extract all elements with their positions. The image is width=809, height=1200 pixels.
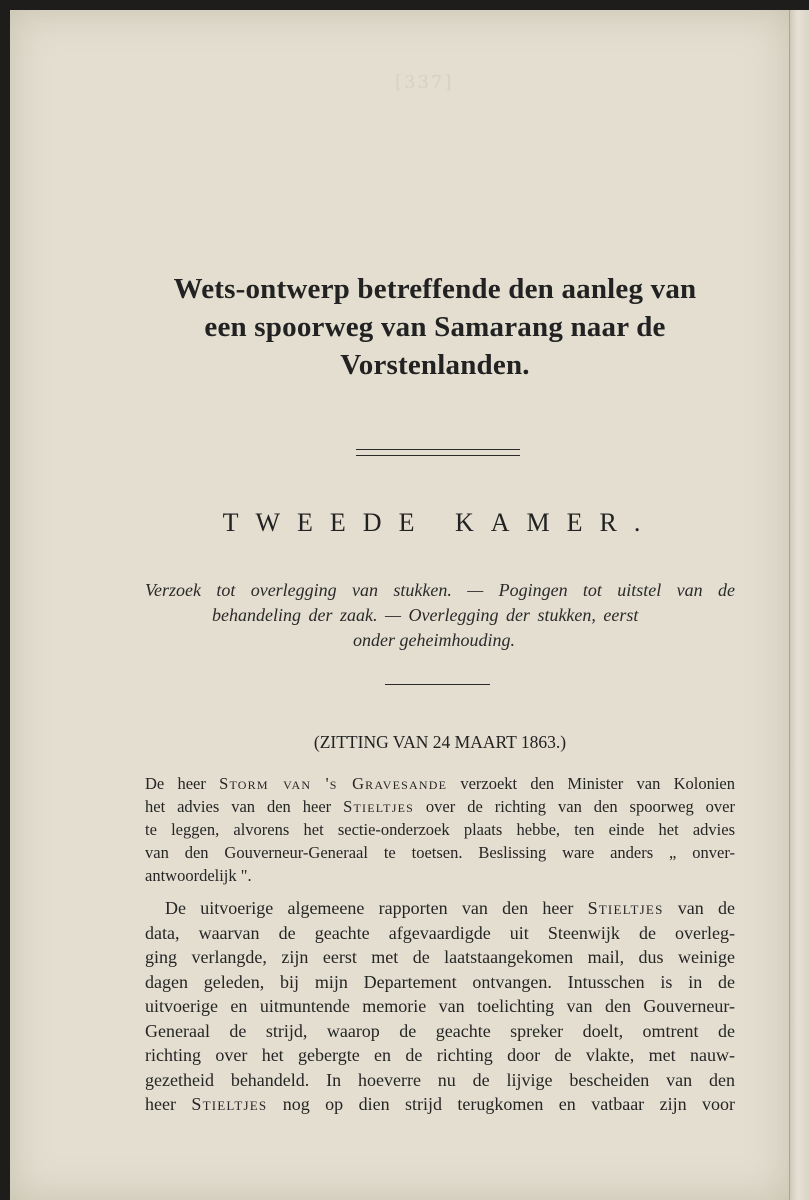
text-line: data, waarvan de geachte afgevaardigde uit Steenwijk de overleg-: [145, 922, 735, 943]
text-line: Generaal de strijd, waarop de geachte spreker doelt, omtrent de: [145, 1020, 735, 1041]
text-line: richting over het gebergte en de richting door de vlakte, met nauw-: [145, 1045, 735, 1065]
text-run: De heer: [145, 774, 220, 793]
double-rule-divider: [356, 449, 520, 456]
person-name: Stieltjes: [343, 797, 414, 816]
text-run: over de richting van den spoorweg over: [413, 797, 735, 816]
paragraph-2: [145, 896, 735, 1117]
text-run: van de: [663, 898, 735, 918]
session-date: (ZITTING VAN 24 MAART 1863.): [313, 732, 567, 752]
text-run: nog op dien strijd terugkomen en vatbaar zijn voor: [267, 1094, 735, 1114]
text-line: [145, 795, 735, 818]
summary-line: onder geheimhouding.: [353, 630, 515, 650]
page-number-bleedthrough: [337]: [395, 72, 454, 93]
title-line: een spoorweg van Samarang naar de: [204, 311, 666, 343]
text-line: uitvoerige en uitmuntende memorie van toelichting van den Gouverneur-: [145, 996, 735, 1016]
page-edge: [789, 10, 809, 1200]
document-title: [120, 270, 750, 384]
text-line: [145, 1092, 735, 1117]
text-line: ging verlangde, zijn eerst met de laatstaangekomen mail, dus weinige: [145, 947, 735, 967]
text-run: De uitvoerige algemeene rapporten van den heer: [165, 898, 588, 918]
text-line: van den Gouverneur-Generaal te toetsen. Beslissing ware anders „ onver-: [145, 843, 735, 862]
person-name: Stieltjes: [191, 1094, 268, 1114]
text-line: gezetheid behandeld. In hoeverre nu de lijvige bescheiden van den: [145, 1069, 735, 1090]
text-line: [145, 772, 735, 795]
text-run: verzoekt den Minister van Kolonien: [447, 774, 735, 793]
summary-line: Verzoek tot overlegging van stukken. — Pogingen tot uitstel van de: [145, 580, 735, 600]
title-line: Vorstenlanden.: [340, 349, 530, 381]
chamber-heading: TWEEDE KAMER.: [222, 508, 658, 537]
speaker-name: Storm van 's Gravesande: [219, 774, 448, 793]
text-run: het advies van den heer: [145, 797, 344, 816]
text-run: heer: [145, 1094, 192, 1114]
title-line: Wets-ontwerp betreffende den aanleg van: [173, 273, 697, 305]
text-line: antwoordelijk ".: [145, 866, 252, 885]
short-rule-divider: [385, 684, 490, 685]
person-name: Stieltjes: [587, 898, 664, 918]
section-summary: [145, 578, 735, 653]
paragraph-1: [145, 772, 735, 887]
text-line: te leggen, alvorens het sectie-onderzoek plaats hebbe, ten einde het advies: [145, 820, 735, 839]
text-line: [145, 896, 735, 921]
text-line: dagen geleden, bij mijn Departement ontvangen. Intusschen is in de: [145, 971, 735, 992]
summary-line: behandeling der zaak. — Overlegging der stukken, eerst: [212, 605, 639, 625]
